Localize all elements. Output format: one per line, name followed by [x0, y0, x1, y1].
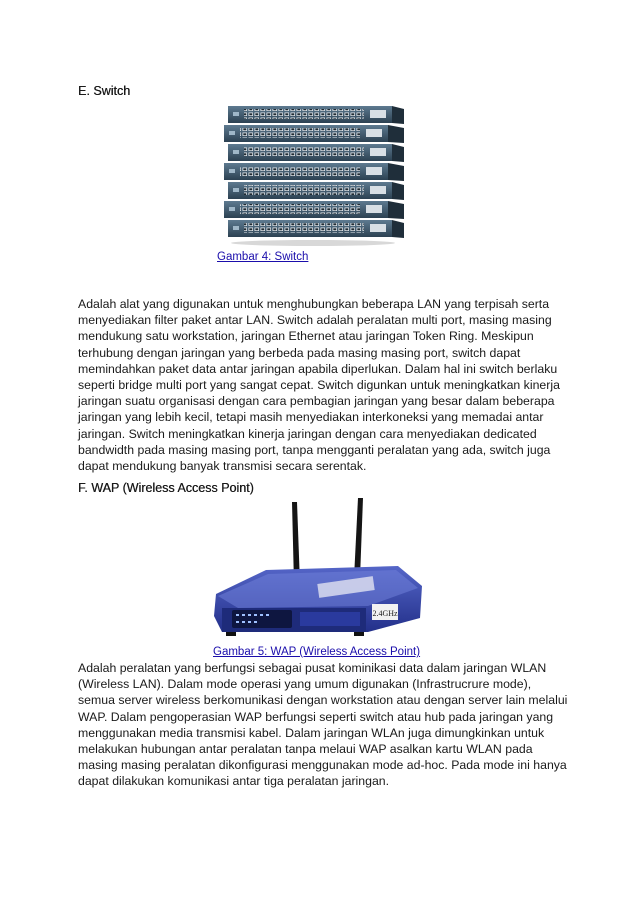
switch-unit — [224, 125, 404, 143]
paragraph-wap: Adalah peralatan yang berfungsi sebagai pusat kominikasi data dalam jaringan WLAN (Wireless LAN). Dalam mode operasi yang umum digunakan (Infrastrucrure mode), semua server wireless berkomunikasi dengan workstation atau dengan server lain melalui WAP. Dalam pengoperasian WAP berfungsi seperti switch atau hub pada jaringan yang menggunakan media transmisi kabel. Dalam jaringan WLAn juga dimungkinkan untuk melakukan hubungan antar peralatan tanpa melaui WAP asalkan kartu WLAN pada masing masing peralatan dikonfigurasi menggunakan mode ad-hoc. Pada mode ini hanya dapat dilakukan komunikasi antar tiga peralatan jaringan. — [78, 661, 568, 789]
antenna-right — [354, 498, 363, 578]
switch-unit — [224, 163, 404, 181]
paragraph-switch: Adalah alat yang digunakan untuk menghubungkan beberapa LAN yang terpisah serta menyediakan filter paket antar LAN. Switch adalah peralatan multi port, masing masing mendukung satu workstation, jaringan Ethernet atau jaringan Token Ring. Meskipun terhubung dengan jaringan yang berbeda pada masing masing port, switch dapat memindahkan paket data antar jaringan apabila diperlukan. Dalam hal ini switch berlaku seperti bridge multi port yang sangat cepat. Switch digunkan untuk meningkatkan kinerja jaringan suatu organisasi dengan cara pembagian jaringan yang besar dalam beberapa jaringan yang lebih kecil, tetapi masih menyediakan interkoneksi yang memadai antar jaringan. Switch meningkatkan kinerja jaringan dengan cara menyediakan dedicated bandwidth pada masing masing port, tanpa mengganti peralatan yang ada, switch juga dapat mendukung banyak transmisi secara serentak. — [78, 297, 560, 474]
switch-unit — [228, 182, 404, 200]
wireless-router-image — [208, 496, 430, 644]
router-badge-text: 2.4GHz — [372, 609, 398, 618]
section-heading-switch: E. Switch — [78, 84, 131, 98]
figure-caption-switch[interactable]: Gambar 4: Switch — [217, 251, 309, 263]
section-heading-wap: F. WAP (Wireless Access Point) — [78, 481, 254, 495]
switch-unit — [228, 106, 404, 124]
switch-unit — [224, 201, 404, 219]
switch-unit — [228, 220, 404, 238]
switch-shadow — [231, 240, 395, 246]
switch-unit — [228, 144, 404, 162]
switch-stack-image — [218, 102, 408, 247]
figure-caption-wap[interactable]: Gambar 5: WAP (Wireless Access Point) — [213, 646, 421, 658]
